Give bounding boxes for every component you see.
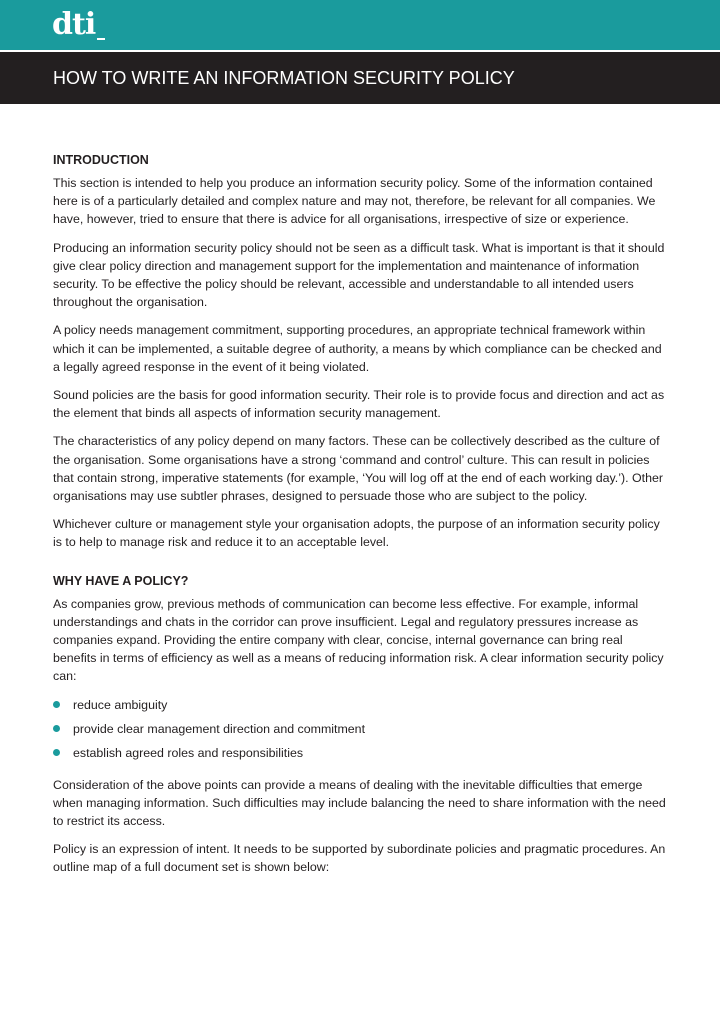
dti-logo: dti	[52, 7, 96, 42]
list-item: reduce ambiguity	[53, 696, 668, 714]
intro-paragraph-4: Sound policies are the basis for good information security. Their role is to provide focus and direction and act as the element that binds all aspects of information security management.	[53, 388, 665, 421]
bullet-dot-icon	[53, 725, 60, 732]
list-item: provide clear management direction and commitment	[53, 720, 668, 738]
intro-paragraph-6: Whichever culture or management style your organisation adopts, the purpose of an information security policy is to help to manage risk and reduce it to an acceptable level.	[53, 517, 660, 550]
why-paragraph-2: Policy is an expression of intent. It needs to be supported by subordinate policies and pragmatic procedures. An outline map of a full document set is shown below:	[53, 842, 666, 875]
why-paragraph-1: Consideration of the above points can provide a means of dealing with the inevitable difficulties that emerge when managing information. Such difficulties may include balancing the need to share information with the need to restrict its access.	[53, 777, 666, 829]
why-intro-paragraph: As companies grow, previous methods of communication can become less effective. For example, informal understandings and chats in the corridor can prove insufficient. Legal and regulatory pressures increase as companies expand. Providing the entire company with clear, concise, internal governance can bring real benefits in terms of efficiency as well as a means of reducing information risk. A clear information security policy can:	[53, 596, 664, 684]
benefits-list	[53, 696, 668, 762]
bullet-dot-icon	[53, 749, 60, 756]
document-body	[53, 151, 668, 887]
bullet-dot-icon	[53, 701, 60, 708]
why-heading: WHY HAVE A POLICY?	[53, 573, 189, 588]
intro-paragraph-3: A policy needs management commitment, supporting procedures, an appropriate technical framework within which it can be implemented, a suitable degree of authority, a means by which compliance can be checked and a legally agreed response in the event of it being violated.	[53, 323, 662, 374]
intro-paragraph-5: The characteristics of any policy depend on many factors. These can be collectively described as the culture of the organisation. Some organisations have a strong ‘command and control’ culture. This can result in policies that contain strong, imperative statements (for example, ‘You will log off at the end of each working day.’). Other organisations may use subtler phrases, designed to persuade those who are subject to the policy.	[53, 434, 663, 504]
list-item: establish agreed roles and responsibilities	[53, 744, 668, 762]
logo-underline	[97, 38, 105, 40]
intro-paragraph-1: This section is intended to help you produce an information security policy. Some of the information contained here is of a particularly detailed and complex nature and may not, therefore, be relevant for all companies. We have, however, tried to ensure that there is advice for all organisations, irrespective of size or experience.	[53, 176, 656, 227]
page-title: HOW TO WRITE AN INFORMATION SECURITY POLICY	[53, 68, 515, 88]
intro-heading: INTRODUCTION	[53, 153, 149, 167]
top-brand-band	[0, 0, 720, 50]
intro-paragraph-2: Producing an information security policy should not be seen as a difficult task. What is important is that it should give clear policy direction and management support for the implementation and maintenance of information security. To be effective the policy should be relevant, accessible and understandable to all intended users throughout the organisation.	[53, 240, 665, 310]
